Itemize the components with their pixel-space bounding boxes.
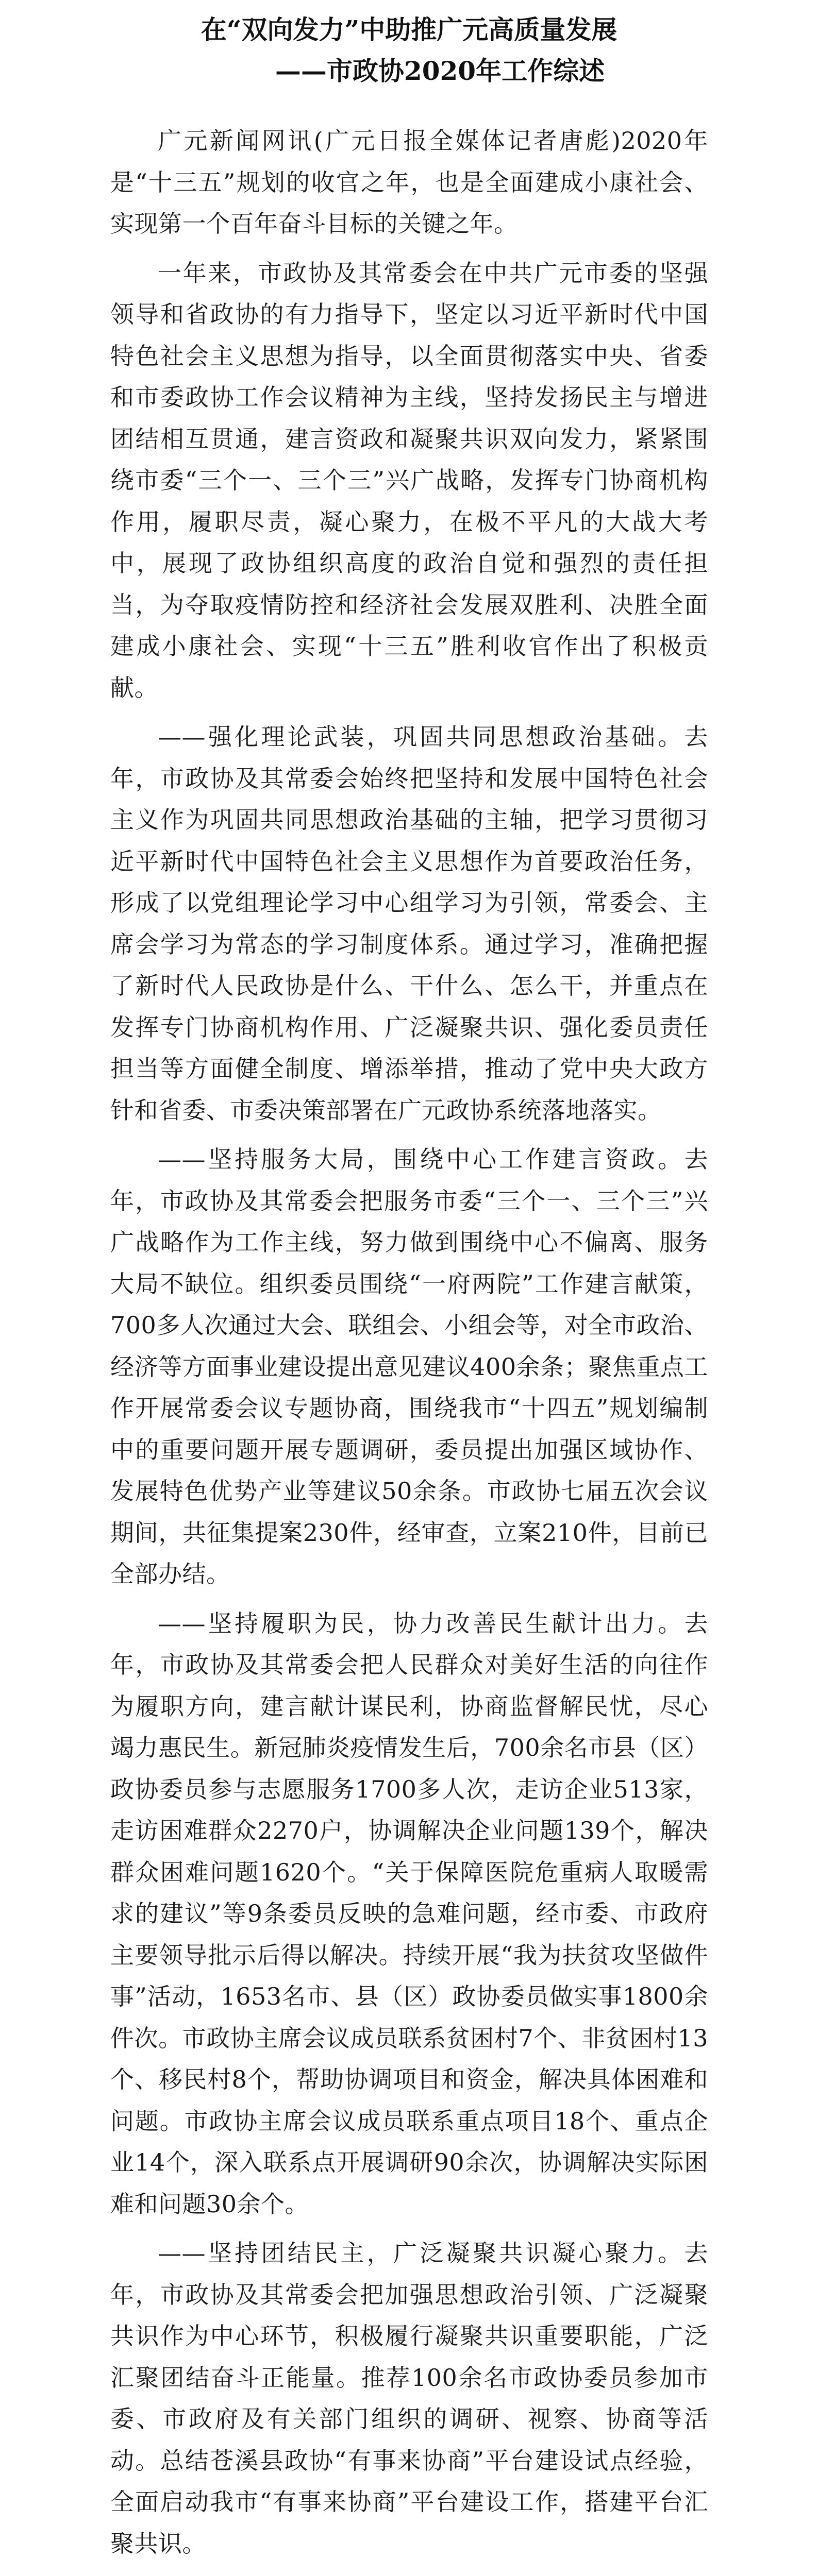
article-subtitle: ——市政协2020年工作综述 — [275, 56, 605, 86]
paragraph-overview: 一年来，市政协及其常委会在中共广元市委的坚强领导和省政协的有力指导下，坚定以习近平新时代中国特色社会主义思想为指导，以全面贯彻落实中央、省委和市委政协工作会议精神为主线，坚持发扬民主与增进团结相互贯通，建言资政和凝聚共识双向发力，紧紧围绕市委“三个一、三个三”兴广战略，发挥专门协商机构作用，履职尽责，凝心聚力，在极不平凡的大战大考中，展现了政协组织高度的政治自觉和强烈的责任担当，为夺取疫情防控和经济社会发展双胜利、决胜全面建成小康社会、实现“十三五”胜利收官作出了积极贡献。 — [110, 259, 708, 702]
paragraph-intro: 广元新闻网讯(广元日报全媒体记者唐彪)2020年是“十三五”规划的收官之年，也是全面建成小康社会、实现第一个百年奋斗目标的关键之年。 — [110, 127, 708, 238]
article-title: 在“双向发力”中助推广元高质量发展 — [201, 14, 617, 45]
paragraph-service: ——坚持服务大局，围绕中心工作建言资政。去年，市政协及其常委会把服务市委“三个一、三个三”兴广战略作为工作主线，努力做到围绕中心不偏离、服务大局不缺位。组织委员围绕“一府两院”工作建言献策，700多人次通过大会、联组会、小组会等，对全市政治、经济等方面事业建设提出意见建议400余条；聚焦重点工作开展常委会议专题协商，围绕我市“十四五”规划编制中的重要问题开展专题调研，委员提出加强区域协作、发展特色优势产业等建议50余条。市政协七届五次会议期间，共征集提案230件，经审查，立案210件，目前已全部办结。 — [110, 1145, 708, 1588]
article-body — [110, 120, 708, 2576]
paragraph-theory: ——强化理论武装，巩固共同思想政治基础。去年，市政协及其常委会始终把坚持和发展中国特色社会主义作为巩固共同思想政治基础的主轴，把学习贯彻习近平新时代中国特色社会主义思想作为首要政治任务，形成了以党组理论学习中心组学习为引领，常委会、主席会学习为常态的学习制度体系。通过学习，准确把握了新时代人民政协是什么、干什么、怎么干，并重点在发挥专门协商机构作用、广泛凝聚共识、强化委员责任担当等方面健全制度、增添举措，推动了党中央大政方针和省委、市委决策部署在广元政协系统落地落实。 — [110, 723, 708, 1124]
paragraph-livelihood: ——坚持履职为民，协力改善民生献计出力。去年，市政协及其常委会把人民群众对美好生活的向往作为履职方向，建言献计谋民利，协商监督解民忧，尽心竭力惠民生。新冠肺炎疫情发生后，700余名市县（区）政协委员参与志愿服务1700多人次，走访企业513家，走访困难群众2270户，协调解决企业问题139个，解决群众困难问题1620个。“关于保障医院危重病人取暖需求的建议”等9条委员反映的急难问题，经市委、市政府主要领导批示后得以解决。持续开展“我为扶贫攻坚做件事”活动，1653名市、县（区）政协委员做实事1800余件次。市政协主席会议成员联系贫困村7个、非贫困村13个、移民村8个，帮助协调项目和资金，解决具体困难和问题。市政协主席会议成员联系重点项目18个、重点企业14个，深入联系点开展调研90余次，协调解决实际困难和问题30余个。 — [110, 1609, 708, 2218]
article-header — [0, 9, 818, 92]
paragraph-reform — [110, 2572, 708, 2576]
paragraph-unity: ——坚持团结民主，广泛凝聚共识凝心聚力。去年，市政协及其常委会把加强思想政治引领、广泛凝聚共识作为中心环节，积极履行凝聚共识重要职能，广泛汇聚团结奋斗正能量。推荐100余名市政协委员参加市委、市政府及有关部门组织的调研、视察、协商等活动。总结苍溪县政协“有事来协商”平台建设试点经验，全面启动我市“有事来协商”平台建设工作，搭建平台汇聚共识。 — [110, 2239, 708, 2557]
